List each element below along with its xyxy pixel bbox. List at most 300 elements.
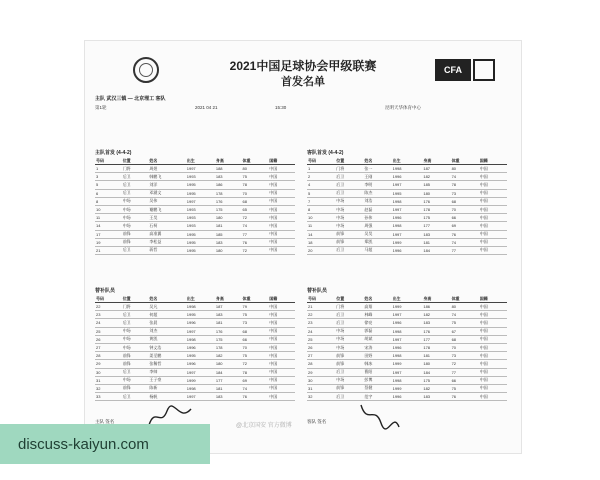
table-cell: 1997 (392, 181, 423, 189)
table-cell: 中国 (479, 360, 507, 368)
table-cell: 68 (451, 197, 479, 205)
column-header: 体重 (451, 157, 479, 165)
table-cell: 李明 (363, 181, 391, 189)
table-row (307, 327, 507, 335)
table-cell: 24 (95, 319, 122, 327)
table-cell: 8 (95, 197, 122, 205)
away-starting-table (307, 157, 507, 255)
table-cell: 中场 (122, 376, 149, 384)
table-cell: 184 (215, 368, 242, 376)
table-cell: 中国 (268, 352, 295, 360)
table-cell: 黄凯 (148, 335, 185, 343)
table-cell: 73 (242, 319, 269, 327)
table-row (307, 393, 507, 401)
table-row (307, 181, 507, 189)
table-cell: 184 (422, 368, 450, 376)
table-cell: 77 (242, 230, 269, 238)
column-header: 位置 (335, 295, 363, 303)
column-header: 号码 (307, 157, 335, 165)
table-cell: 中场 (335, 205, 363, 213)
table-cell: 韩鹏飞 (148, 173, 185, 181)
table-cell: 1999 (186, 376, 215, 384)
match-line: 主队 武汉三镇 — 北京理工 客队 (95, 96, 166, 102)
column-header: 姓名 (363, 295, 391, 303)
table-cell: 中场 (335, 214, 363, 222)
table-cell: 1998 (392, 376, 423, 384)
table-row (95, 319, 295, 327)
column-header: 国籍 (268, 295, 295, 303)
column-header: 位置 (335, 157, 363, 165)
table-cell: 1997 (186, 197, 215, 205)
table-cell: 1997 (186, 368, 215, 376)
table-cell: 中国 (268, 335, 295, 343)
table-cell: 姜至鹏 (148, 352, 185, 360)
table-cell: 中国 (479, 222, 507, 230)
table-cell: 中国 (479, 173, 507, 181)
table-cell: 1 (95, 165, 122, 173)
table-cell: 23 (307, 319, 335, 327)
table-cell: 77 (451, 246, 479, 254)
table-cell: 184 (422, 246, 450, 254)
match-round: 第1轮 (95, 105, 107, 110)
table-cell: 刘洋 (148, 181, 185, 189)
table-cell: 中国 (479, 368, 507, 376)
table-cell: 1995 (186, 238, 215, 246)
table-row (307, 197, 507, 205)
table-cell: 78 (242, 368, 269, 376)
table-cell: 前锋 (335, 230, 363, 238)
table-cell: 1999 (392, 360, 423, 368)
table-cell: 185 (422, 181, 450, 189)
table-cell: 33 (95, 393, 122, 401)
home-signature-label: 主队 签名 (95, 419, 115, 424)
table-cell: 中国 (479, 376, 507, 384)
table-cell: 1998 (186, 303, 215, 311)
table-cell: 6 (95, 189, 122, 197)
column-header: 体重 (242, 157, 269, 165)
table-row (95, 181, 295, 189)
table-cell: 1995 (186, 230, 215, 238)
table-row (95, 246, 295, 254)
table-cell: 后卫 (335, 311, 363, 319)
table-cell: 68 (242, 197, 269, 205)
table-cell: 25 (307, 335, 335, 343)
table-cell: 76 (451, 230, 479, 238)
table-cell: 11 (307, 222, 335, 230)
table-cell: 181 (215, 319, 242, 327)
table-cell: 前锋 (122, 360, 149, 368)
table-cell: 1997 (392, 205, 423, 213)
table-cell: 1996 (392, 319, 423, 327)
table-cell: 176 (215, 327, 242, 335)
table-row (95, 368, 295, 376)
table-cell: 5 (95, 181, 122, 189)
table-cell: 1993 (186, 205, 215, 213)
table-row (307, 222, 507, 230)
table-cell: 176 (422, 197, 450, 205)
table-cell: 1998 (392, 327, 423, 335)
table-cell: 胡斌 (363, 335, 391, 343)
table-cell: 30 (307, 376, 335, 384)
table-cell: 7 (307, 197, 335, 205)
table-cell: 178 (422, 343, 450, 351)
table-cell: 74 (242, 384, 269, 392)
table-cell: 180 (215, 246, 242, 254)
table-cell: 后卫 (122, 319, 149, 327)
table-cell: 门将 (335, 165, 363, 173)
table-cell: 32 (95, 384, 122, 392)
table-cell: 186 (215, 181, 242, 189)
table-cell: 68 (451, 335, 479, 343)
table-cell: 中国 (479, 230, 507, 238)
table-row (95, 189, 295, 197)
table-cell: 183 (215, 238, 242, 246)
table-cell: 182 (422, 173, 450, 181)
table-row (95, 197, 295, 205)
table-cell: 中国 (268, 230, 295, 238)
table-cell: 181 (422, 352, 450, 360)
table-cell: 中国 (268, 222, 295, 230)
table-cell: 79 (242, 303, 269, 311)
table-cell: 刘杰 (148, 327, 185, 335)
table-row (307, 376, 507, 384)
table-row (95, 360, 295, 368)
table-cell: 31 (307, 384, 335, 392)
table-cell: 177 (422, 335, 450, 343)
table-cell: 1996 (186, 319, 215, 327)
table-row (307, 368, 507, 376)
table-cell: 70 (242, 343, 269, 351)
table-cell: 29 (95, 360, 122, 368)
table-cell: 1996 (392, 343, 423, 351)
table-row (95, 384, 295, 392)
table-row (307, 189, 507, 197)
home-starting-title: 主队首发 (4-4-2) (95, 150, 132, 156)
table-cell: 郑凯 (363, 238, 391, 246)
table-cell: 78 (242, 181, 269, 189)
table-cell: 22 (95, 303, 122, 311)
table-cell: 180 (422, 189, 450, 197)
column-header: 身高 (215, 295, 242, 303)
table-cell: 1996 (186, 343, 215, 351)
table-cell: 73 (451, 189, 479, 197)
table-cell: 中国 (479, 165, 507, 173)
table-cell: 张稀哲 (148, 360, 185, 368)
table-cell: 1995 (392, 189, 423, 197)
table-row (307, 319, 507, 327)
table-cell: 彭博 (363, 376, 391, 384)
table-cell: 1997 (392, 230, 423, 238)
table-cell: 中国 (268, 393, 295, 401)
table-cell: 中场 (335, 376, 363, 384)
table-cell: 1993 (186, 222, 215, 230)
table-cell: 1999 (392, 303, 423, 311)
table-cell: 182 (422, 311, 450, 319)
table-cell: 中场 (335, 327, 363, 335)
table-cell: 中国 (479, 214, 507, 222)
table-cell: 75 (242, 311, 269, 319)
table-cell: 74 (451, 311, 479, 319)
table-cell: 75 (451, 384, 479, 392)
table-cell: 中国 (479, 311, 507, 319)
table-cell: 中国 (479, 197, 507, 205)
table-cell: 中国 (479, 303, 507, 311)
table-cell: 1997 (392, 311, 423, 319)
column-header: 出生 (186, 157, 215, 165)
table-cell: 中国 (479, 335, 507, 343)
table-cell: 马超 (363, 246, 391, 254)
table-cell: 蔡健 (363, 384, 391, 392)
table-cell: 1993 (186, 214, 215, 222)
table-cell: 门将 (122, 303, 149, 311)
table-cell: 蒋哲 (148, 246, 185, 254)
table-row (95, 327, 295, 335)
table-cell: 中国 (268, 368, 295, 376)
table-cell: 中国 (268, 360, 295, 368)
column-header: 位置 (122, 295, 149, 303)
table-cell: 78 (451, 181, 479, 189)
table-cell: 刘浩 (363, 197, 391, 205)
table-cell: 邓涵文 (148, 189, 185, 197)
table-row (307, 311, 507, 319)
table-row (307, 335, 507, 343)
table-cell: 中国 (479, 384, 507, 392)
table-cell: 中国 (479, 352, 507, 360)
table-cell: 1999 (392, 384, 423, 392)
table-cell: 徐亮 (363, 319, 391, 327)
table-cell: 175 (215, 335, 242, 343)
table-cell: 中场 (122, 197, 149, 205)
table-cell: 1998 (392, 165, 423, 173)
home-subs-title: 替补队员 (95, 288, 116, 294)
table-cell: 中国 (479, 205, 507, 213)
column-header: 号码 (95, 295, 122, 303)
table-cell: 66 (242, 335, 269, 343)
table-cell: 67 (451, 327, 479, 335)
table-cell: 1996 (392, 214, 423, 222)
table-cell: 22 (307, 311, 335, 319)
table-cell: 赵磊 (363, 205, 391, 213)
table-cell: 182 (422, 384, 450, 392)
table-cell: 1998 (392, 197, 423, 205)
table-cell: 1998 (186, 335, 215, 343)
table-cell: 中国 (268, 311, 295, 319)
table-cell: 中场 (122, 222, 149, 230)
column-header: 国籍 (479, 295, 507, 303)
table-row (95, 165, 295, 173)
table-cell: 后卫 (122, 173, 149, 181)
table-cell: 69 (451, 222, 479, 230)
table-row (307, 303, 507, 311)
table-cell: 2 (307, 173, 335, 181)
table-cell: 1995 (186, 311, 215, 319)
cfa-logo: CFA (435, 59, 471, 81)
table-cell: 180 (215, 360, 242, 368)
table-cell: 75 (242, 352, 269, 360)
table-row (95, 335, 295, 343)
table-cell: 林峰 (363, 311, 391, 319)
column-header: 身高 (422, 157, 450, 165)
table-cell: 范宇 (363, 393, 391, 401)
table-row (95, 214, 295, 222)
table-row (307, 343, 507, 351)
column-header: 体重 (451, 295, 479, 303)
table-row (95, 393, 295, 401)
table-cell: 1996 (392, 173, 423, 181)
table-row (95, 343, 295, 351)
table-cell: 77 (451, 368, 479, 376)
table-cell: 王刚 (363, 173, 391, 181)
table-cell: 中国 (479, 393, 507, 401)
table-cell: 吴伟 (148, 197, 185, 205)
table-cell: 19 (95, 238, 122, 246)
table-cell: 中国 (479, 319, 507, 327)
table-cell: 1997 (392, 335, 423, 343)
table-cell: 70 (242, 189, 269, 197)
table-cell: 20 (307, 246, 335, 254)
away-signature (355, 401, 405, 431)
table-cell: 钟义浩 (148, 343, 185, 351)
table-cell: 176 (422, 327, 450, 335)
table-cell: 中国 (268, 197, 295, 205)
table-row (307, 238, 507, 246)
site-watermark: discuss-kaiyun.com (0, 424, 210, 464)
table-cell: 10 (95, 205, 122, 213)
column-header: 姓名 (148, 295, 185, 303)
table-cell: 1997 (392, 368, 423, 376)
table-cell: 175 (422, 376, 450, 384)
table-cell: 80 (451, 165, 479, 173)
column-header: 姓名 (148, 157, 185, 165)
table-cell: 中国 (268, 319, 295, 327)
table-cell: 门将 (122, 165, 149, 173)
table-cell: 17 (95, 230, 122, 238)
table-cell: 中国 (268, 327, 295, 335)
table-cell: 吴凡 (148, 303, 185, 311)
table-row (307, 165, 507, 173)
table-cell: 中场 (335, 343, 363, 351)
table-cell: 1997 (186, 165, 215, 173)
table-cell: 谢鹏飞 (148, 205, 185, 213)
weibo-watermark: @北京国安 官方微博 (236, 423, 292, 429)
table-cell: 张晨 (148, 319, 185, 327)
table-cell: 中国 (268, 246, 295, 254)
table-cell: 王昊 (148, 214, 185, 222)
table-cell: 中场 (122, 205, 149, 213)
table-cell: 70 (451, 205, 479, 213)
table-cell: 中国 (268, 189, 295, 197)
table-cell: 73 (451, 352, 479, 360)
table-cell: 前锋 (335, 360, 363, 368)
table-cell: 69 (242, 376, 269, 384)
table-cell: 1995 (186, 181, 215, 189)
table-cell: 前锋 (335, 238, 363, 246)
table-cell: 中场 (335, 222, 363, 230)
table-cell: 后卫 (122, 189, 149, 197)
away-subs-table (307, 295, 507, 401)
table-cell: 28 (307, 360, 335, 368)
table-cell: 吴昊 (363, 230, 391, 238)
table-cell: 14 (95, 222, 122, 230)
table-cell: 中国 (479, 189, 507, 197)
table-cell: 76 (451, 393, 479, 401)
table-row (95, 311, 295, 319)
table-cell: 石柯 (148, 222, 185, 230)
away-signature-label: 客队 签名 (307, 419, 327, 424)
table-cell: 后卫 (335, 319, 363, 327)
table-cell: 30 (95, 368, 122, 376)
table-row (95, 222, 295, 230)
table-cell: 前锋 (335, 352, 363, 360)
table-cell: 74 (242, 222, 269, 230)
away-subs-title: 替补队员 (307, 288, 328, 294)
table-cell: 中场 (122, 214, 149, 222)
table-cell: 后卫 (335, 189, 363, 197)
table-cell: 65 (242, 205, 269, 213)
table-cell: 中国 (268, 238, 295, 246)
table-cell: 183 (422, 319, 450, 327)
table-cell: 186 (422, 303, 450, 311)
table-cell: 183 (215, 173, 242, 181)
table-row (95, 376, 295, 384)
table-cell: 前锋 (122, 384, 149, 392)
table-cell: 后卫 (335, 246, 363, 254)
table-cell: 高翔 (363, 303, 391, 311)
table-row (95, 230, 295, 238)
table-cell: 24 (307, 327, 335, 335)
table-cell: 183 (215, 311, 242, 319)
column-header: 国籍 (479, 157, 507, 165)
table-cell: 1996 (392, 246, 423, 254)
table-cell: 180 (215, 214, 242, 222)
table-cell: 75 (451, 319, 479, 327)
table-cell: 72 (242, 360, 269, 368)
table-cell: 后卫 (122, 246, 149, 254)
table-cell: 72 (451, 360, 479, 368)
table-cell: 178 (215, 343, 242, 351)
table-cell: 1998 (392, 352, 423, 360)
table-cell: 后卫 (335, 368, 363, 376)
table-cell: 177 (422, 222, 450, 230)
table-cell: 前锋 (122, 352, 149, 360)
table-cell: 10 (307, 214, 335, 222)
table-row (307, 214, 507, 222)
table-cell: 66 (451, 214, 479, 222)
table-cell: 21 (307, 303, 335, 311)
match-venue: 昆明天华体育中心 (385, 105, 421, 110)
table-cell: 1998 (186, 384, 215, 392)
home-starting-table (95, 157, 295, 255)
table-cell: 中国 (268, 173, 295, 181)
table-cell: 宋涛 (363, 343, 391, 351)
column-header: 位置 (122, 157, 149, 165)
table-cell: 181 (215, 384, 242, 392)
table-cell: 188 (215, 165, 242, 173)
column-header: 出生 (186, 295, 215, 303)
table-cell: 陈杰 (363, 189, 391, 197)
table-cell: 74 (451, 173, 479, 181)
table-cell: 王子豪 (148, 376, 185, 384)
table-cell: 周煜 (148, 165, 185, 173)
column-header: 姓名 (363, 157, 391, 165)
table-cell: 1 (307, 165, 335, 173)
table-cell: 中场 (335, 335, 363, 343)
table-cell: 181 (215, 222, 242, 230)
table-cell: 1995 (186, 246, 215, 254)
lineup-sheet (84, 40, 522, 454)
table-cell: 14 (307, 230, 335, 238)
table-cell: 8 (307, 205, 335, 213)
